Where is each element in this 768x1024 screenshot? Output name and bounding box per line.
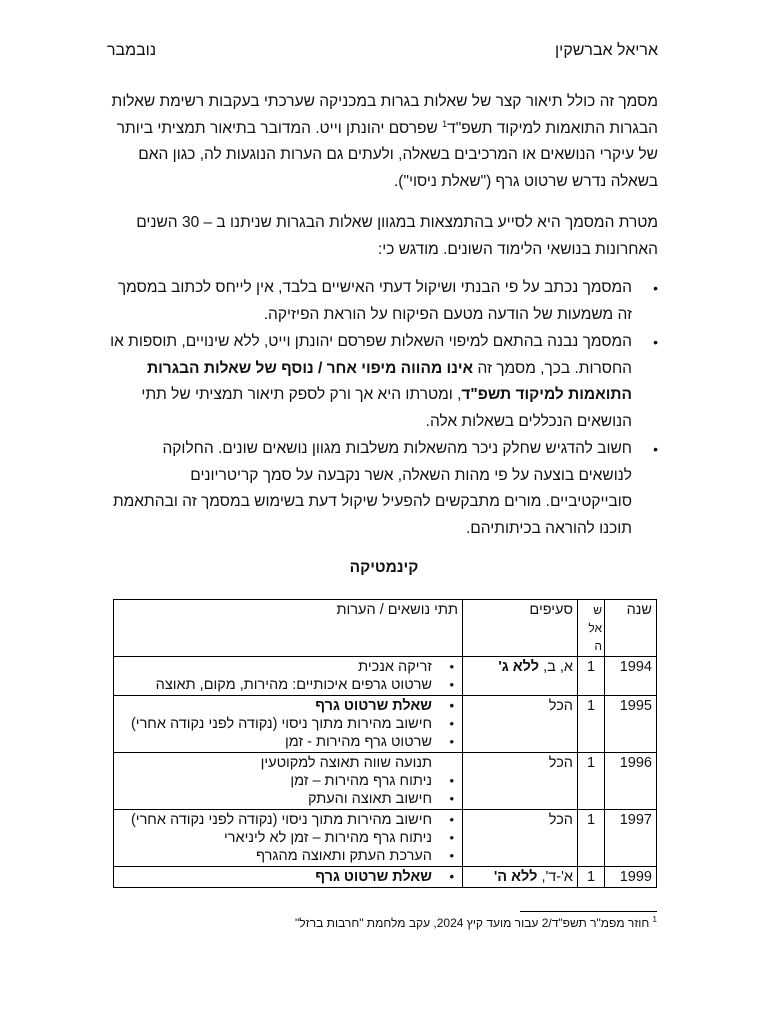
cell-sections — [463, 867, 578, 888]
cell-year: 1997 — [605, 810, 657, 867]
cell-sections — [463, 753, 578, 810]
intro-text-part2: שפרסם יהונתן וייט. המדובר בתיאור תמציתי ביותר של עיקרי הנושאים או המרכיבים בשאלה, ולעתים גם הערות הנוגעות לה, כגון האם בשאלה נדרש שרטוט גרף ("שאלת ניסוי"). — [116, 119, 658, 190]
cell-topics — [114, 867, 463, 888]
disclaimer-list — [110, 275, 658, 543]
cell-question: 1 — [578, 657, 605, 696]
cell-year: 1994 — [605, 657, 657, 696]
disclaimer-item — [110, 436, 658, 542]
topic-item: תנועה שווה תאוצה למקוטעין — [260, 755, 432, 771]
disclaimer-text: , ומטרתו היא אך ורק לספק תיאור תמציתי של תתי הנושאים הנכללים בשאלות אלה. — [141, 386, 632, 430]
table-row — [114, 696, 657, 753]
footnote-separator — [520, 911, 657, 912]
sections-text: הכל — [548, 812, 573, 828]
footnote-text: חוזר מפמ"ר תשפ"ד/2 עבור מועד קיץ 2024, עקב מלחמת "חרבות ברזל" — [295, 916, 653, 930]
footnote-mark: 1 — [652, 915, 657, 924]
sections-text: א, ב, — [539, 659, 573, 675]
sections-text: הכל — [548, 755, 573, 771]
topic-item: • חישוב מהירות מתוך ניסוי (נקודה לפני נקודה אחרי) — [118, 715, 458, 733]
sections-text: א'-ד', — [537, 869, 573, 885]
header-topics: תתי נושאים / הערות — [114, 600, 463, 657]
topic-item: • ניתוח גרף מהירות – זמן — [118, 772, 458, 790]
questions-table — [113, 599, 657, 888]
topic-item: • זריקה אנכית — [118, 658, 458, 676]
topic-item: • הערכת העתק ותאוצה מהגרף — [118, 847, 458, 865]
disclaimer-text: המסמך נבנה בהתאם למיפוי השאלות שפרסם יהונתן וייט, ללא שינויים, תוספות או החסרות. בכך, מסמך זה — [110, 333, 632, 377]
header-question: ש אל ה — [578, 600, 605, 657]
table-row — [114, 867, 657, 888]
cell-question: 1 — [578, 867, 605, 888]
cell-year: 1999 — [605, 867, 657, 888]
header-sections: סעיפים — [463, 600, 578, 657]
cell-sections — [463, 657, 578, 696]
topic-list — [118, 697, 458, 751]
disclaimer-text: המסמך נכתב על פי הבנתי ושיקול דעתי האישיים בלבד, אין לייחס לכתוב במסמך זה משמעות של הודעה מטעם הפיקוח על הוראת הפיזיקה. — [117, 279, 632, 323]
header-month: נובמבר — [107, 42, 157, 59]
cell-year: 1996 — [605, 753, 657, 810]
table-body — [114, 657, 657, 888]
footnote — [295, 915, 657, 930]
disclaimer-item — [110, 329, 658, 435]
topic-item: • שרטוט גרפים איכותיים: מהירות, מקום, תאוצה — [118, 676, 458, 694]
table-row — [114, 657, 657, 696]
disclaimer-emphasis: אינו מהווה מיפוי אחר / נוסף של שאלות הבגרות התואמות למיקוד תשפ"ד — [146, 359, 632, 403]
cell-question: 1 — [578, 696, 605, 753]
sections-excluded: ללא ה' — [493, 869, 538, 885]
sections-text: הכל — [548, 698, 573, 714]
topic-item: • חישוב תאוצה והעתק — [118, 790, 458, 808]
cell-question: 1 — [578, 753, 605, 810]
table-row — [114, 810, 657, 867]
sections-excluded: ללא ג' — [498, 659, 540, 675]
section-title: קינמטיקה — [349, 559, 419, 576]
footnote-reference[interactable]: 1 — [442, 118, 448, 129]
cell-topics — [114, 753, 463, 810]
header-author: אריאל אברשקין — [555, 42, 658, 59]
topic-item: • שאלת שרטוט גרף — [118, 697, 458, 715]
intro-paragraph-1 — [110, 89, 658, 195]
topic-list — [118, 868, 458, 886]
topic-list — [118, 811, 458, 865]
table-row — [114, 753, 657, 810]
intro-paragraph-2: מטרת המסמך היא לסייע בהתמצאות במגוון שאלות הבגרות שניתנו ב – 30 השנים האחרונות בנושאי הלימוד השונים. מודגש כי: — [136, 214, 658, 258]
topic-item: • ניתוח גרף מהירות – זמן לא ליניארי — [118, 829, 458, 847]
topic-item: • שאלת שרטוט גרף — [118, 868, 458, 886]
topic-item: • חישוב מהירות מתוך ניסוי (נקודה לפני נקודה אחרי) — [118, 811, 458, 829]
cell-topics — [114, 696, 463, 753]
intro-text-part1: מסמך זה כולל תיאור קצר של שאלות בגרות במכניקה שערכתי בעקבות רשימת שאלות הבגרות התואמות למיקוד תשפ"ד — [111, 93, 658, 137]
disclaimer-text: חשוב להדגיש שחלק ניכר מהשאלות משלבות מגוון נושאים שונים. החלוקה לנושאים בוצעה על פי מהות השאלה, אשר נקבעה על סמך קריטריונים סובייקטיביים. מורים מתבקשים להפעיל שיקול דעת בשימוש במסמך זה ובהתאמת תוכנו להוראה בכיתותיהם. — [112, 440, 632, 537]
cell-question: 1 — [578, 810, 605, 867]
topic-list — [118, 658, 458, 694]
header-year: שנה — [605, 600, 657, 657]
table-header-row — [114, 600, 657, 657]
topic-list — [118, 754, 458, 808]
disclaimer-item — [110, 275, 658, 328]
cell-sections — [463, 810, 578, 867]
cell-year: 1995 — [605, 696, 657, 753]
cell-topics — [114, 810, 463, 867]
topic-item: • שרטוט גרף מהירות - זמן — [118, 733, 458, 751]
cell-topics — [114, 657, 463, 696]
cell-sections — [463, 696, 578, 753]
